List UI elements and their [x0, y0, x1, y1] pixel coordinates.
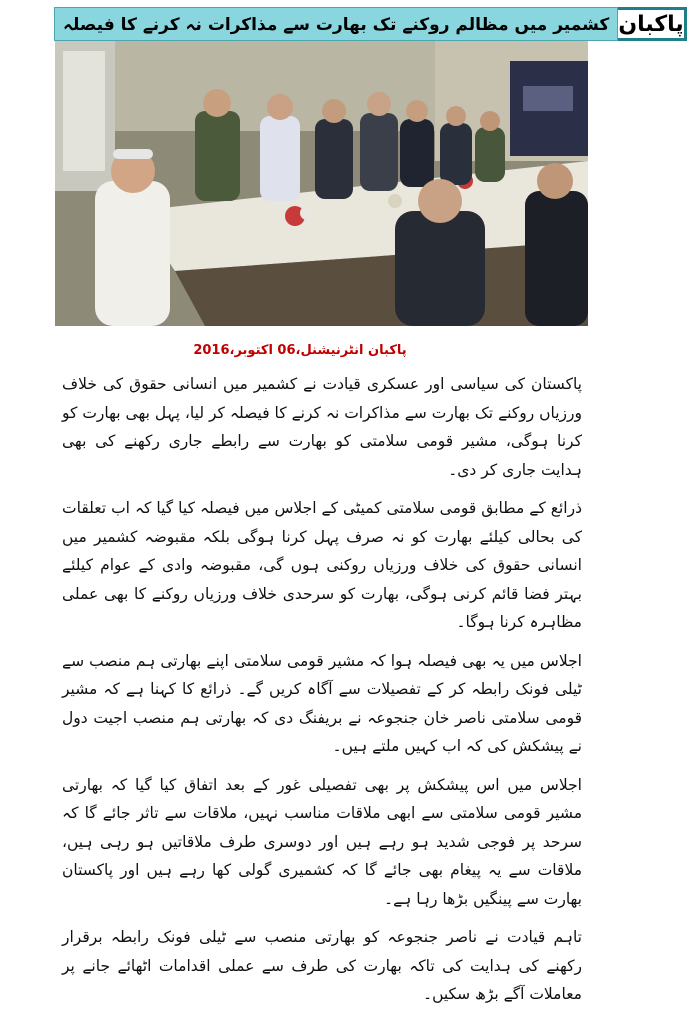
- article-paragraph: اجلاس میں یہ بھی فیصلہ ہوا کہ مشیر قومی سلامتی اپنے بھارتی ہم منصب سے ٹیلی فونک رابطہ کر کے تفصیلات سے آگاہ کریں گے۔ ذرائع کا کہنا ہے کہ مشیر قومی سلامتی ناصر خان جنجوعہ نے بریفنگ دی کہ بھارتی ہم منصب اجیت دول نے پیشکش کی کہ اب کہیں ملتے ہیں۔: [62, 651, 582, 755]
- header-bar: [54, 7, 684, 41]
- dateline: پاکبان انٹرنیشنل،06 اکتوبر،2016: [193, 343, 407, 358]
- article-body: [62, 370, 582, 1019]
- cabinet-meeting-photo-icon: [55, 41, 588, 326]
- headline-box: [54, 7, 618, 41]
- meeting-photo: [55, 41, 588, 326]
- article-paragraph: ذرائع کے مطابق قومی سلامتی کمیٹی کے اجلاس میں فیصلہ کیا گیا کہ اب تعلقات کی بحالی کیلئے بھارت کو نہ صرف پہل کرنا ہوگی بلکہ مقبوضہ کشمیر میں انسانی حقوق کی خلاف ورزیاں روکنی ہوں گی، مقبوضہ وادی کے عوام کیلئے بہتر فضا قائم کرنی ہوگی، بھارت کو سرحدی خلاف ورزیاں روکنے کا بھی عملی مظاہرہ کرنا ہوگا۔: [62, 499, 582, 631]
- headline: کشمیر میں مظالم روکنے تک بھارت سے مذاکرات نہ کرنے کا فیصلہ: [63, 14, 610, 35]
- article-paragraph: پاکستان کی سیاسی اور عسکری قیادت نے کشمیر میں انسانی حقوق کی خلاف ورزیاں روکنے تک بھارت سے مذاکرات نہ کرنے کا فیصلہ کر لیا، پہل بھی بھارت کو کرنا ہوگی، مشیر قومی سلامتی کو بھارت سے رابطے جاری رکھنے کی بھی ہدایت جاری کر دی۔: [62, 375, 582, 479]
- brand-logo-text: پاکبان: [618, 11, 684, 37]
- article-paragraph: تاہم قیادت نے ناصر جنجوعہ کو بھارتی منصب سے ٹیلی فونک رابطہ برقرار رکھنے کی ہدایت کی تاکہ بھارت کی طرف سے عملی اقدامات اٹھائے جانے پر معاملات آگے بڑھ سکیں۔: [62, 928, 582, 1003]
- article-paragraph: اجلاس میں اس پیشکش پر بھی تفصیلی غور کے بعد اتفاق کیا گیا کہ بھارتی مشیر قومی سلامتی سے ابھی ملاقات مناسب نہیں، ملاقات سے تاثر جائے گا کہ سرحد پر فوجی شدید ہو رہے ہیں اور دوسری طرف ملاقاتیں ہو رہی ہیں، ملاقات سے یہ پیغام بھی جائے گا کہ کشمیری گولی کھا رہے ہیں اور پاکستان بھارت سے پینگیں بڑھا رہا ہے۔: [62, 775, 582, 908]
- brand-box: [618, 7, 686, 41]
